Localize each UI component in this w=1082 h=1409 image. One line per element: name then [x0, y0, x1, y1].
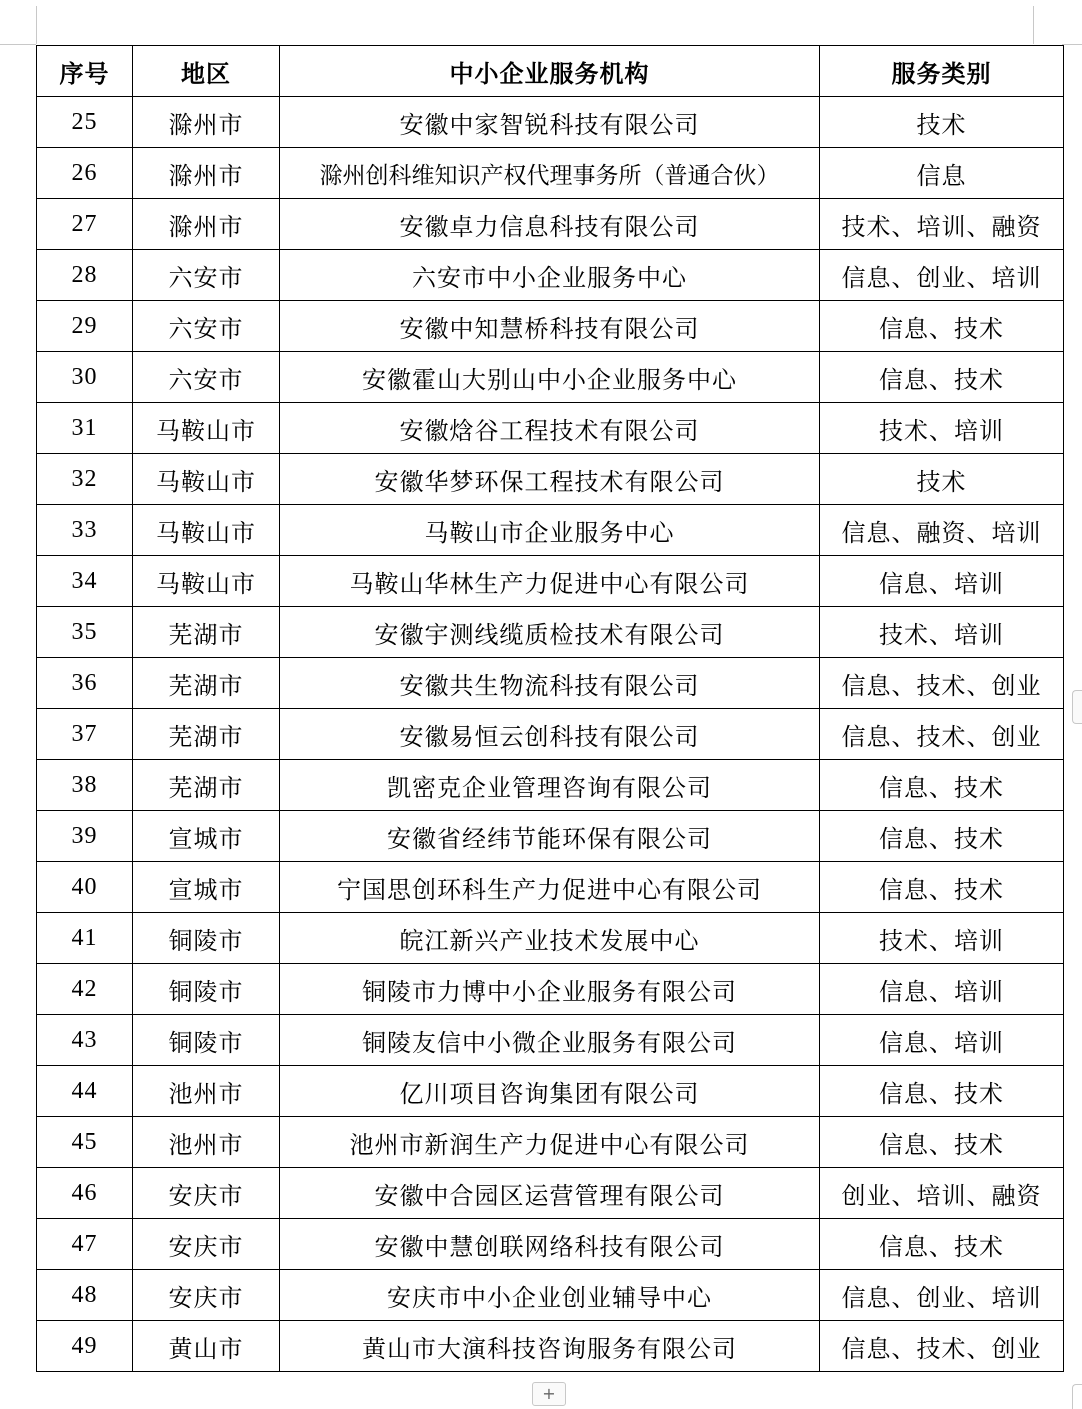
- cell-org[interactable]: 滁州创科维知识产权代理事务所（普通合伙）: [280, 148, 820, 199]
- cell-category[interactable]: 信息、技术: [820, 862, 1064, 913]
- cell-no[interactable]: 30: [37, 352, 133, 403]
- table-row: [37, 148, 1064, 199]
- cell-org[interactable]: 安徽华梦环保工程技术有限公司: [280, 454, 820, 505]
- table-row: [37, 352, 1064, 403]
- table-row: [37, 607, 1064, 658]
- cell-category[interactable]: 信息、创业、培训: [820, 250, 1064, 301]
- cell-region[interactable]: 芜湖市: [133, 709, 280, 760]
- table-row: [37, 403, 1064, 454]
- table-row: [37, 301, 1064, 352]
- cell-region[interactable]: 六安市: [133, 250, 280, 301]
- cell-region[interactable]: 宣城市: [133, 862, 280, 913]
- cell-no[interactable]: 37: [37, 709, 133, 760]
- table-row: [37, 1321, 1064, 1372]
- cell-region[interactable]: 滁州市: [133, 97, 280, 148]
- cell-category[interactable]: 技术、培训、融资: [820, 199, 1064, 250]
- cell-region[interactable]: 马鞍山市: [133, 454, 280, 505]
- cell-org[interactable]: 宁国思创环科生产力促进中心有限公司: [280, 862, 820, 913]
- table-row: [37, 556, 1064, 607]
- cell-no[interactable]: 38: [37, 760, 133, 811]
- table-row: [37, 1270, 1064, 1321]
- cell-no[interactable]: 39: [37, 811, 133, 862]
- table-row: [37, 709, 1064, 760]
- column-resize-handle[interactable]: [1072, 690, 1082, 724]
- cell-no[interactable]: 44: [37, 1066, 133, 1117]
- cell-no[interactable]: 31: [37, 403, 133, 454]
- cell-category[interactable]: 信息、技术、创业: [820, 1321, 1064, 1372]
- cell-org[interactable]: 安徽中家智锐科技有限公司: [280, 97, 820, 148]
- table-row: [37, 1015, 1064, 1066]
- cell-category[interactable]: 信息、创业、培训: [820, 1270, 1064, 1321]
- cell-no[interactable]: 29: [37, 301, 133, 352]
- cell-no[interactable]: 43: [37, 1015, 133, 1066]
- cell-category[interactable]: 技术、培训: [820, 607, 1064, 658]
- cell-no[interactable]: 46: [37, 1168, 133, 1219]
- cell-category[interactable]: 信息、技术: [820, 811, 1064, 862]
- cell-category[interactable]: 技术、培训: [820, 913, 1064, 964]
- header-region[interactable]: 地区: [133, 46, 280, 97]
- header-category[interactable]: 服务类别: [820, 46, 1064, 97]
- cell-no[interactable]: 34: [37, 556, 133, 607]
- cell-org[interactable]: 安庆市中小企业创业辅导中心: [280, 1270, 820, 1321]
- cell-no[interactable]: 27: [37, 199, 133, 250]
- cell-category[interactable]: 信息、技术: [820, 760, 1064, 811]
- cell-region[interactable]: 滁州市: [133, 199, 280, 250]
- page-corner-mark-left: [36, 6, 37, 44]
- cell-org[interactable]: 池州市新润生产力促进中心有限公司: [280, 1117, 820, 1168]
- cell-category[interactable]: 技术、培训: [820, 403, 1064, 454]
- cell-org[interactable]: 铜陵市力博中小企业服务有限公司: [280, 964, 820, 1015]
- cell-org[interactable]: 安徽霍山大别山中小企业服务中心: [280, 352, 820, 403]
- page-corner-mark-right: [1033, 6, 1034, 44]
- header-org[interactable]: 中小企业服务机构: [280, 46, 820, 97]
- cell-org[interactable]: 安徽易恒云创科技有限公司: [280, 709, 820, 760]
- cell-region[interactable]: 铜陵市: [133, 964, 280, 1015]
- cell-no[interactable]: 42: [37, 964, 133, 1015]
- cell-category[interactable]: 技术: [820, 454, 1064, 505]
- cell-region[interactable]: 池州市: [133, 1117, 280, 1168]
- cell-no[interactable]: 36: [37, 658, 133, 709]
- table-row: [37, 1219, 1064, 1270]
- table-header-row: [37, 46, 1064, 97]
- table-row: [37, 1117, 1064, 1168]
- cell-region[interactable]: 安庆市: [133, 1270, 280, 1321]
- cell-category[interactable]: 信息、培训: [820, 556, 1064, 607]
- cell-org[interactable]: 铜陵友信中小微企业服务有限公司: [280, 1015, 820, 1066]
- table-row: [37, 97, 1064, 148]
- add-row-button[interactable]: +: [532, 1382, 566, 1406]
- cell-region[interactable]: 黄山市: [133, 1321, 280, 1372]
- cell-no[interactable]: 26: [37, 148, 133, 199]
- cell-org[interactable]: 安徽中知慧桥科技有限公司: [280, 301, 820, 352]
- cell-no[interactable]: 45: [37, 1117, 133, 1168]
- cell-no[interactable]: 35: [37, 607, 133, 658]
- cell-category[interactable]: 技术: [820, 97, 1064, 148]
- table-row: [37, 250, 1064, 301]
- cell-no[interactable]: 28: [37, 250, 133, 301]
- table-corner-handle[interactable]: [1072, 1384, 1082, 1409]
- cell-category[interactable]: 信息、技术: [820, 301, 1064, 352]
- cell-org[interactable]: 安徽宇测线缆质检技术有限公司: [280, 607, 820, 658]
- cell-org[interactable]: 安徽焓谷工程技术有限公司: [280, 403, 820, 454]
- table-row: [37, 811, 1064, 862]
- cell-no[interactable]: 33: [37, 505, 133, 556]
- page-corner-mark-top-left: [0, 44, 36, 45]
- cell-org[interactable]: 六安市中小企业服务中心: [280, 250, 820, 301]
- cell-region[interactable]: 马鞍山市: [133, 505, 280, 556]
- cell-category[interactable]: 信息、融资、培训: [820, 505, 1064, 556]
- cell-region[interactable]: 六安市: [133, 301, 280, 352]
- cell-org[interactable]: 安徽共生物流科技有限公司: [280, 658, 820, 709]
- cell-region[interactable]: 六安市: [133, 352, 280, 403]
- cell-region[interactable]: 安庆市: [133, 1168, 280, 1219]
- page-corner-mark-top-right: [1062, 44, 1082, 45]
- table-row: [37, 454, 1064, 505]
- table-row: [37, 964, 1064, 1015]
- cell-category[interactable]: 信息、技术: [820, 352, 1064, 403]
- cell-org[interactable]: 安徽省经纬节能环保有限公司: [280, 811, 820, 862]
- cell-region[interactable]: 滁州市: [133, 148, 280, 199]
- cell-region[interactable]: 芜湖市: [133, 658, 280, 709]
- cell-category[interactable]: 创业、培训、融资: [820, 1168, 1064, 1219]
- table-row: [37, 1066, 1064, 1117]
- cell-org[interactable]: 黄山市大演科技咨询服务有限公司: [280, 1321, 820, 1372]
- cell-category[interactable]: 信息: [820, 148, 1064, 199]
- cell-no[interactable]: 47: [37, 1219, 133, 1270]
- cell-no[interactable]: 48: [37, 1270, 133, 1321]
- table-row: [37, 658, 1064, 709]
- cell-org[interactable]: 安徽中慧创联网络科技有限公司: [280, 1219, 820, 1270]
- table-row: [37, 862, 1064, 913]
- cell-org[interactable]: 凯密克企业管理咨询有限公司: [280, 760, 820, 811]
- cell-category[interactable]: 信息、技术: [820, 1219, 1064, 1270]
- table-row: [37, 913, 1064, 964]
- cell-no[interactable]: 49: [37, 1321, 133, 1372]
- service-agency-table: [36, 45, 1064, 1372]
- cell-region[interactable]: 芜湖市: [133, 607, 280, 658]
- table-row: [37, 505, 1064, 556]
- cell-no[interactable]: 41: [37, 913, 133, 964]
- cell-region[interactable]: 铜陵市: [133, 913, 280, 964]
- cell-region[interactable]: 安庆市: [133, 1219, 280, 1270]
- cell-org[interactable]: 安徽卓力信息科技有限公司: [280, 199, 820, 250]
- table-row: [37, 199, 1064, 250]
- cell-org[interactable]: 马鞍山市企业服务中心: [280, 505, 820, 556]
- cell-region[interactable]: 马鞍山市: [133, 556, 280, 607]
- cell-category[interactable]: 信息、技术、创业: [820, 658, 1064, 709]
- table-row: [37, 760, 1064, 811]
- cell-no[interactable]: 40: [37, 862, 133, 913]
- cell-org[interactable]: 亿川项目咨询集团有限公司: [280, 1066, 820, 1117]
- cell-no[interactable]: 25: [37, 97, 133, 148]
- cell-category[interactable]: 信息、技术、创业: [820, 709, 1064, 760]
- header-no[interactable]: 序号: [37, 46, 133, 97]
- cell-category[interactable]: 信息、技术: [820, 1117, 1064, 1168]
- cell-org[interactable]: 皖江新兴产业技术发展中心: [280, 913, 820, 964]
- cell-category[interactable]: 信息、培训: [820, 964, 1064, 1015]
- cell-category[interactable]: 信息、培训: [820, 1015, 1064, 1066]
- cell-region[interactable]: 马鞍山市: [133, 403, 280, 454]
- cell-org[interactable]: 安徽中合园区运营管理有限公司: [280, 1168, 820, 1219]
- cell-category[interactable]: 信息、技术: [820, 1066, 1064, 1117]
- cell-region[interactable]: 池州市: [133, 1066, 280, 1117]
- cell-org[interactable]: 马鞍山华林生产力促进中心有限公司: [280, 556, 820, 607]
- cell-region[interactable]: 铜陵市: [133, 1015, 280, 1066]
- cell-no[interactable]: 32: [37, 454, 133, 505]
- cell-region[interactable]: 宣城市: [133, 811, 280, 862]
- cell-region[interactable]: 芜湖市: [133, 760, 280, 811]
- table-row: [37, 1168, 1064, 1219]
